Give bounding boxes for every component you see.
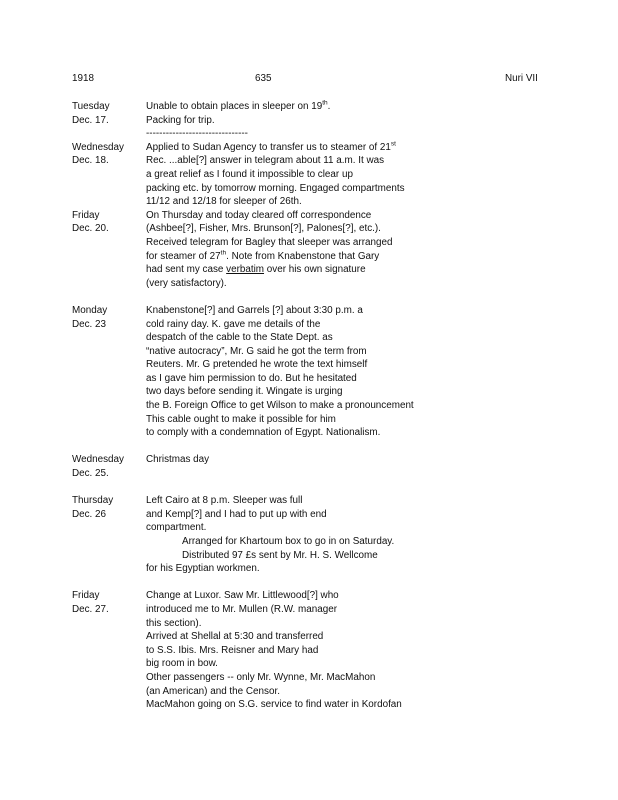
text-line: Christmas day — [146, 454, 210, 466]
text-line: “native autocracy”, Mr. G said he got the term from — [146, 345, 367, 357]
entry-day: Tuesday — [72, 101, 110, 112]
ordinal-suffix: th — [220, 249, 227, 257]
entry-date — [72, 304, 146, 440]
text-line: Reuters. Mr. G pretended he wrote the text himself — [146, 359, 368, 371]
text-line: two days before sending it. Wingate is urging — [146, 386, 343, 398]
entry-text — [146, 141, 592, 209]
diary-entry — [72, 494, 592, 576]
text-line: Change at Luxor. Saw Mr. Littlewood[?] who — [146, 590, 339, 602]
entry-text — [146, 304, 592, 440]
diary-entry — [72, 141, 592, 209]
text-line: This cable ought to make it possible for him — [146, 413, 336, 425]
diary-entries — [72, 100, 592, 712]
diary-entry — [72, 209, 592, 291]
entry-date-label: Dec. 17. — [72, 114, 109, 126]
entry-date — [72, 494, 146, 576]
text-line: as I gave him permission to do. But he hesitated — [146, 372, 357, 384]
text-line: big room in bow. — [146, 658, 218, 670]
text-line: Other passengers -- only Mr. Wynne, Mr. MacMahon — [146, 671, 376, 683]
text-line: (very satisfactory). — [146, 277, 227, 289]
header-year: 1918 — [72, 73, 94, 84]
text-line: and Kemp[?] and I had to put up with end — [146, 508, 327, 520]
text-line: to comply with a condemnation of Egypt. Nationalism. — [146, 427, 381, 439]
text-line: On Thursday and today cleared off correspondence — [146, 209, 372, 221]
entry-date-label: Dec. 25. — [72, 468, 109, 480]
text-line: packing etc. by tomorrow morning. Engaged compartments — [146, 182, 405, 194]
text-line: Applied to Sudan Agency to transfer us to steamer of 21st — [146, 140, 396, 153]
text-line: this section). — [146, 617, 202, 629]
entry-day: Wednesday — [72, 141, 124, 153]
text-line: Received telegram for Bagley that sleeper was arranged — [146, 236, 393, 248]
entry-date — [72, 209, 146, 291]
header-page-number: 635 — [255, 73, 272, 84]
entry-day: Friday — [72, 590, 100, 602]
text-line: for his Egyptian workmen. — [146, 563, 260, 575]
entry-day: Thursday — [72, 495, 114, 507]
entry-date — [72, 453, 146, 480]
text-line: cold rainy day. K. gave me details of the — [146, 318, 321, 330]
text-line: MacMahon going on S.G. service to find water in Kordofan — [146, 699, 402, 711]
entry-date-label: Dec. 26 — [72, 508, 107, 520]
entry-text — [146, 100, 592, 141]
text-line: compartment. — [146, 522, 207, 534]
text-line: Rec. ...able[?] answer in telegram about 11 a.m. It was — [146, 155, 385, 167]
entry-day: Monday — [72, 304, 108, 316]
ordinal-suffix: st — [390, 140, 396, 148]
text-line: to S.S. Ibis. Mrs. Reisner and Mary had — [146, 644, 319, 656]
diary-entry — [72, 453, 592, 480]
entry-date — [72, 100, 146, 141]
text-line: the B. Foreign Office to get Wilson to make a pronouncement — [146, 400, 414, 412]
entry-text — [146, 453, 592, 480]
entry-date-label: Dec. 27. — [72, 603, 109, 615]
entry-date — [72, 589, 146, 711]
entry-date-label: Dec. 23 — [72, 318, 107, 330]
header-volume: Nuri VII — [505, 73, 538, 84]
text-line: a great relief as I found it impossible to clear up — [146, 168, 353, 180]
ordinal-suffix: th — [322, 99, 328, 107]
text-line: (an American) and the Censor. — [146, 685, 280, 697]
text-line: Knabenstone[?] and Garrels [?] about 3:30 p.m. a — [146, 304, 363, 316]
entry-date-label: Dec. 18. — [72, 155, 109, 167]
separator-line: ------------------------------- — [146, 128, 248, 140]
text-line: introduced me to Mr. Mullen (R.W. manager — [146, 603, 337, 615]
entry-date-label: Dec. 20. — [72, 223, 109, 235]
diary-entry — [72, 304, 592, 440]
text-line: for steamer of 27th. Note from Knabenstone that Gary — [146, 249, 380, 262]
text-line: Left Cairo at 8 p.m. Sleeper was full — [146, 495, 303, 507]
text-line: Distributed 97 £s sent by Mr. H. S. Wellcome — [182, 549, 378, 561]
entry-text — [146, 209, 592, 291]
entry-date — [72, 141, 146, 209]
text-line: 11/12 and 12/18 for sleeper of 26th. — [146, 196, 302, 208]
text-line: Packing for trip. — [146, 114, 215, 126]
text-line: Arranged for Khartoum box to go in on Saturday. — [182, 536, 395, 547]
entry-day: Friday — [72, 209, 100, 221]
text-line: despatch of the cable to the State Dept. as — [146, 332, 333, 344]
text-line: had sent my case verbatim over his own signature — [146, 264, 366, 276]
text-line: Unable to obtain places in sleeper on 19th. — [146, 99, 331, 112]
underlined-word: verbatim — [226, 264, 265, 276]
entry-text — [146, 589, 592, 711]
diary-entry — [72, 100, 592, 141]
diary-entry — [72, 589, 592, 711]
entry-day: Wednesday — [72, 454, 124, 466]
text-line: (Ashbee[?], Fisher, Mrs. Brunson[?], Palones[?], etc.). — [146, 223, 381, 235]
text-line: Arrived at Shellal at 5:30 and transferred — [146, 631, 324, 643]
entry-text — [146, 494, 592, 576]
